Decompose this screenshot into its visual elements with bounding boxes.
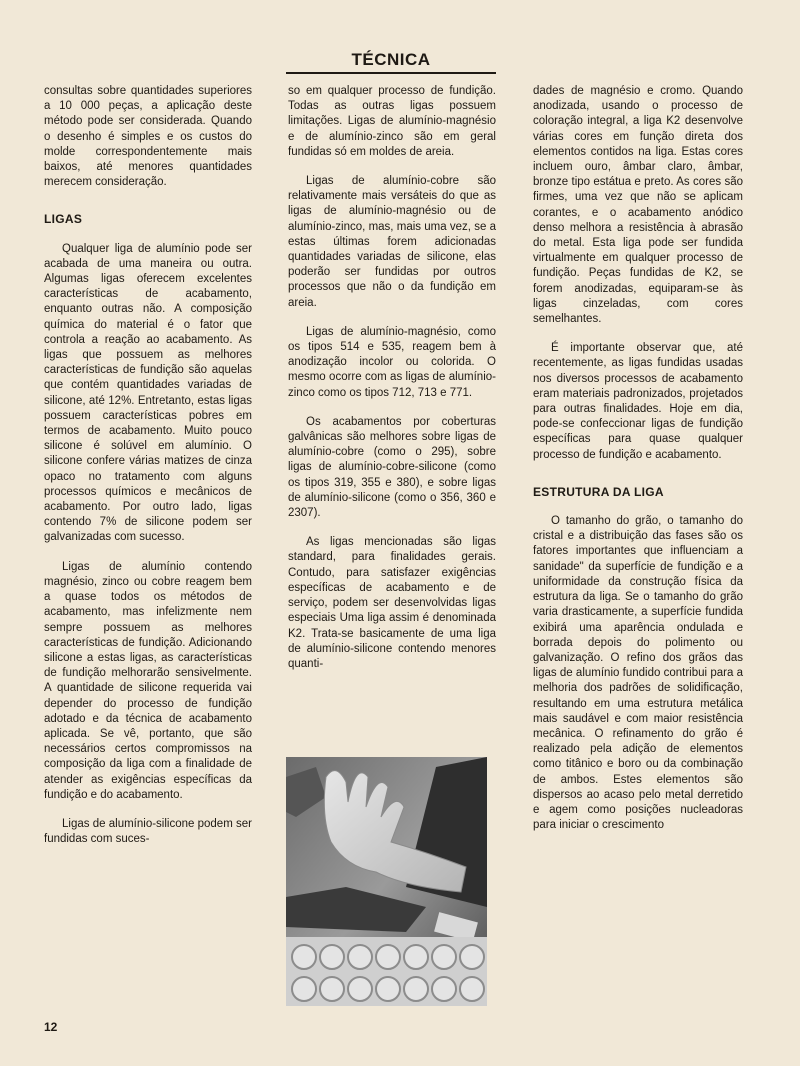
text-column-2: [288, 84, 496, 686]
paragraph: Ligas de alumínio-silicone podem ser fundidas com suces-: [44, 817, 252, 846]
paragraph: Ligas de alumínio-cobre são relativamente mais versáteis do que as ligas de alumínio-magnésio ou de alumínio-zinco, mas, mais uma vez, se a estas últimas forem adicionadas quantidades variadas de silicone, elas poderão ser fundidas por outros processos que não o da fundição em areia.: [288, 175, 496, 309]
text-column-1: [44, 84, 252, 861]
paragraph: É importante observar que, até recentemente, as ligas fundidas usadas nos diversos processos de acabamento eram materiais padronizados, projetados para outras finalidades. Hoje em dia, pode-se confeccionar ligas de fundição específicas para quase qualquer processo de fundição e acabamento.: [533, 342, 743, 461]
paragraph: As ligas mencionadas são ligas standard, para finalidades gerais. Contudo, para satisfazer exigências específicas de acabamento e de serviço, podem ser desenvolvidas ligas especiais Uma liga assim é denominada K2. Trata-se basicamente de uma liga de alumínio-silicone contendo menores quanti-: [288, 536, 496, 670]
paragraph: so em qualquer processo de fundição. Todas as outras ligas possuem limitações. Ligas de alumínio-magnésio e de alumínio-zinco são em geral fundidas só em moldes de areia.: [288, 85, 496, 158]
text-column-3: [533, 84, 743, 847]
section-title: TÉCNICA: [351, 50, 431, 69]
paragraph: Os acabamentos por coberturas galvânicas são melhores sobre ligas de alumínio-cobre (como o 295), sobre ligas de alumínio-cobre-silicone (como os tipos 319, 355 e 380), e sobre ligas de alumínio-silicone (como o 356, 360 e 2307).: [288, 415, 496, 520]
title-rule: [286, 72, 496, 74]
photo-cast-parts: [286, 757, 487, 1006]
paragraph: consultas sobre quantidades superiores a 10 000 peças, a aplicação deste método pode ser considerada. Quando o desenho é simples e os custos do molde correspondentemente mais baixos, até menores quantidades merecem consideração.: [44, 85, 252, 189]
paragraph: Ligas de alumínio contendo magnésio, zinco ou cobre reagem bem a quase todos os métodos de acabamento, mas infelizmente nem sempre possuem as melhores características de fundição. Adicionando silicone a estas ligas, as características de fundição melhorarão sensivelmente. A quantidade de silicone requerida vai depender do processo de fundição adotado e da técnica de acabamento aplicada. Se vê, portanto, que são necessários certos compromissos na composição da liga com a finalidade de atender as exigências específicas da fundição e do acabamento.: [44, 560, 252, 801]
paragraph: Qualquer liga de alumínio pode ser acabada de uma maneira ou outra. Algumas ligas oferecem excelentes características de acabamento, enquanto outras não. A composição química do material é o fator que controla a reação ao acabamento. As ligas que possuem as melhores características de fundição são aquelas que contém quantidades variadas de silicone, até 12%. Entretanto, estas ligas possuem características pobres em termos de acabamento. Muito pouco silicone é solúvel em alumínio. O silicone confere várias matizes de cinza opaco no tratamento com alguns processos químicos e mecânicos de acabamento. Por outro lado, ligas contendo 7% de silicone podem ser galvanizadas com sucesso.: [44, 242, 252, 544]
paragraph: dades de magnésio e cromo. Quando anodizada, usando o processo de coloração integral, a liga K2 desenvolve várias cores em função direta dos elementos contidos na liga. Estas cores incluem ouro, âmbar claro, âmbar, bronze tipo estátua e preto. As cores são firmes, uma vez que não se aplicam corantes, e o acabamento anódico denso melhora a resistência à abrasão do metal. Esta liga pode ser fundida virtualmente em qualquer processo de fundição. Peças fundidas de K2, se forem anodizadas, equiparam-se às ligas cinzeladas, com cores semelhantes.: [533, 85, 743, 326]
heading-ligas: LIGAS: [44, 212, 83, 227]
heading-estrutura: ESTRUTURA DA LIGA: [533, 484, 664, 499]
page-number: 12: [44, 1020, 58, 1034]
paragraph: Ligas de alumínio-magnésio, como os tipos 514 e 535, reagem bem à anodização incolor ou colorida. O mesmo ocorre com as ligas de alumínio-zinco como os tipos 712, 713 e 771.: [288, 325, 496, 399]
paragraph: O tamanho do grão, o tamanho do cristal e a distribuição das fases são os fatores importantes que influenciam a sanidade" da superfície de fundição e a uniformidade da construção física da estrutura da liga. Se o tamanho do grão varia drasticamente, a superfície fundida exibirá uma aparência ondulada e borrada depois do polimento ou galvanização. O refino dos grãos das ligas de alumínio fundido contribui para a melhoria dos padrões de solidificação, resultando em uma estrutura metálica mais saudável e com maior resistência mecânica. O refinamento do grão é realizado pela adição de elementos como titânico e boro ou da combinação de ambos. Estes elementos são dispersos ao acaso pelo metal derretido e agem como posições nucleadoras para iniciar o crescimento: [533, 515, 743, 832]
